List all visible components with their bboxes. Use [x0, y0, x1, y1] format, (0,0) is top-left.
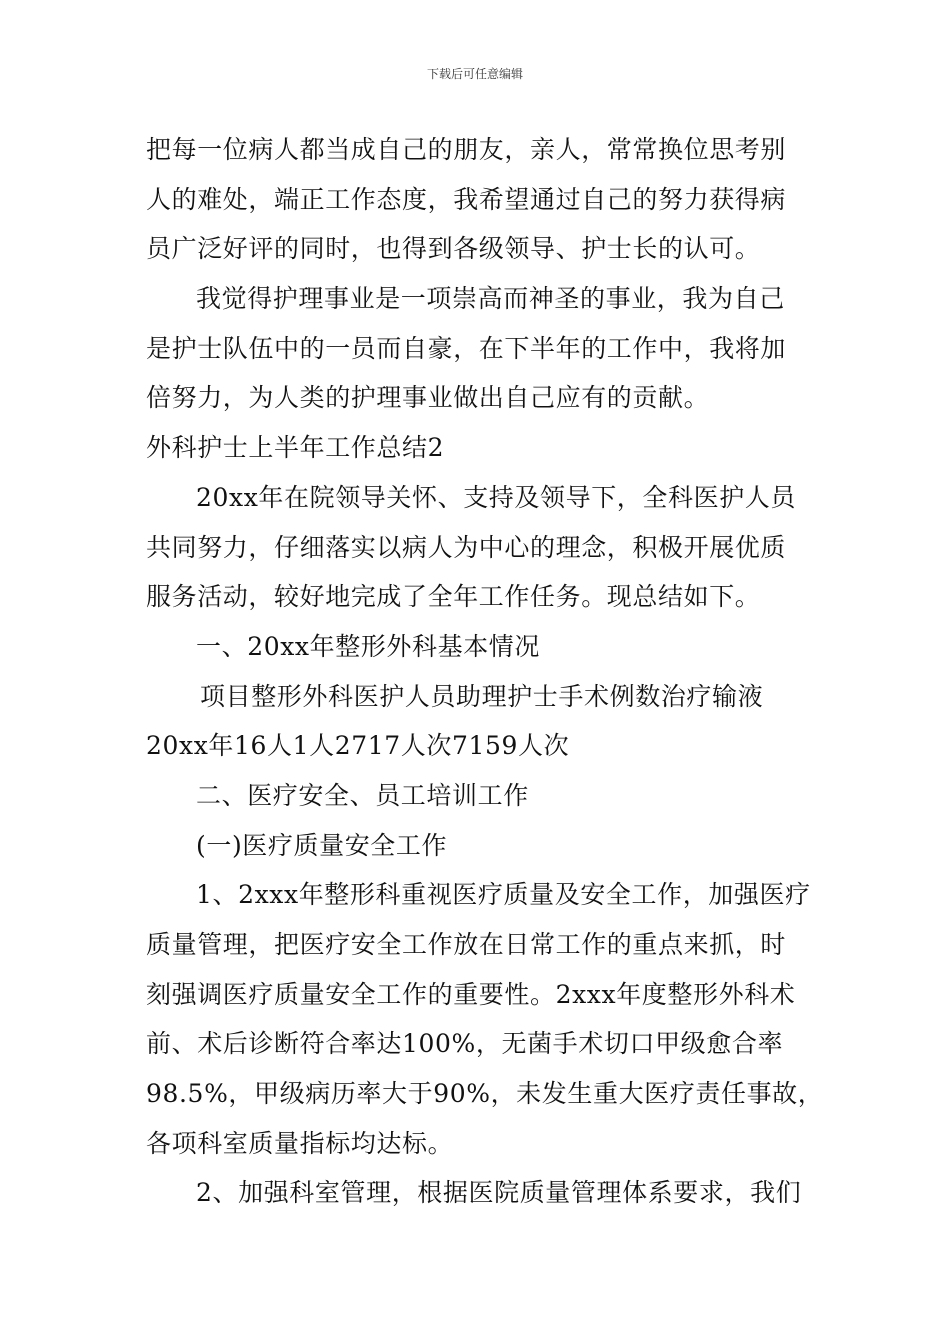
text-line: 员广泛好评的同时，也得到各级领导、护士长的认可。 — [146, 234, 761, 263]
text-line: 人的难处，端正工作态度，我希望通过自己的努力获得病 — [146, 185, 787, 214]
table-header-line: 项目整形外科医护人员助理护士手术例数治疗输液 — [200, 682, 764, 711]
text-line: 服务活动，较好地完成了全年工作任务。现总结如下。 — [146, 582, 761, 611]
page-header: 下载后可任意编辑 — [426, 67, 523, 81]
paragraph-start-line: 我觉得护理事业是一项崇高而神圣的事业，我为自己 — [196, 284, 785, 313]
subheading: 二、医疗安全、员工培训工作 — [196, 781, 529, 810]
text-line: 刻强调医疗质量安全工作的重要性。2xxx年度整形外科术 — [146, 980, 796, 1009]
text-line: 各项科室质量指标均达标。 — [146, 1129, 454, 1158]
paragraph-start-line: 1、2xxx年整形科重视医疗质量及安全工作，加强医疗 — [196, 880, 811, 909]
section-title: 外科护士上半年工作总结2 — [146, 433, 445, 462]
text-line: 98.5%，甲级病历率大于90%，未发生重大医疗责任事故， — [146, 1079, 824, 1108]
subheading: (一)医疗质量安全工作 — [196, 831, 448, 860]
text-line: 质量管理，把医疗安全工作放在日常工作的重点来抓，时 — [146, 930, 787, 959]
paragraph-start-line: 2、加强科室管理，根据医院质量管理体系要求，我们 — [196, 1178, 802, 1207]
table-values-line: 20xx年16人1人2717人次7159人次 — [146, 731, 570, 760]
text-line: 前、术后诊断符合率达100%，无菌手术切口甲级愈合率 — [146, 1029, 784, 1058]
text-line: 共同努力，仔细落实以病人为中心的理念，积极开展优质 — [146, 533, 787, 562]
text-line: 是护士队伍中的一员而自豪，在下半年的工作中，我将加 — [146, 334, 787, 363]
paragraph-start-line: 20xx年在院领导关怀、支持及领导下，全科医护人员 — [196, 483, 797, 512]
subheading: 一、20xx年整形外科基本情况 — [196, 632, 541, 661]
text-line: 倍努力，为人类的护理事业做出自己应有的贡献。 — [146, 383, 710, 412]
text-line: 把每一位病人都当成自己的朋友，亲人，常常换位思考别 — [146, 135, 787, 164]
